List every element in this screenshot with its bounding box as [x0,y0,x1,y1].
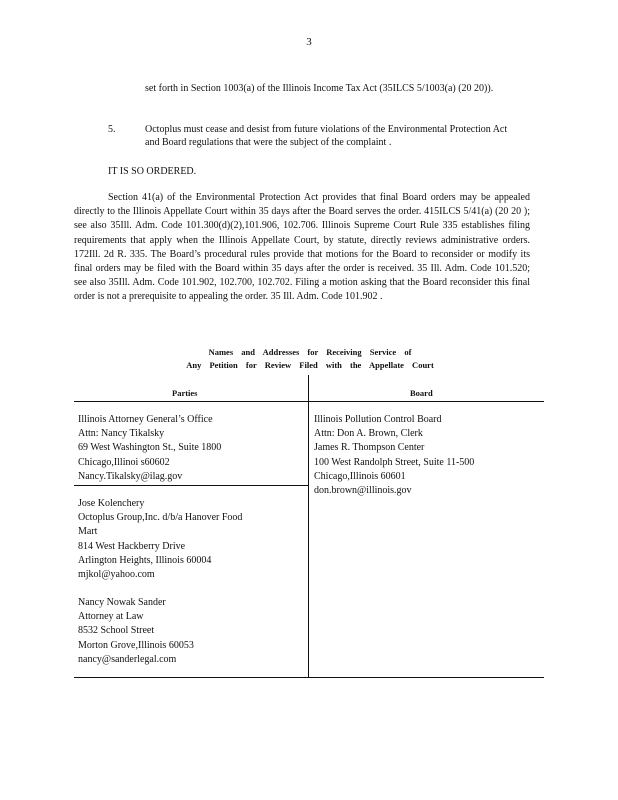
board-block [314,413,474,498]
party-line: Attn: Nancy Tikalsky [78,428,165,440]
party-line: Octoplus Group,Inc. d/b/a Hanover Food [78,512,243,524]
service-caption [120,346,500,371]
parties-header: Parties [172,388,198,398]
party-line: Chicago,Illinoi s60602 [78,456,170,468]
party-line: nancy@sanderlegal.com [78,653,177,665]
party-line: Jose Kolenchery [78,498,145,509]
board-line: James R. Thompson Center [314,442,425,454]
board-header: Board [410,388,433,398]
table-divider [308,375,309,678]
party-block [78,413,221,484]
party-block [78,596,194,667]
party-line: 69 West Washington St., Suite 1800 [78,442,222,454]
service-caption-line1: Names and Addresses for Receiving Service of [208,347,412,357]
party-block [78,497,242,582]
board-line: Chicago,Illinois 60601 [314,470,406,482]
party-divider [74,485,308,486]
table-bottom-rule [74,677,544,678]
item-5-text: Octoplus must cease and desist from future violations of the Environmental Protection Act and Board regulations that were the subject of the complaint . [145,124,508,149]
party-line: Morton Grove,Illinois 60053 [78,639,194,651]
party-line: Nancy.Tikalsky@ilag.gov [78,470,183,482]
service-caption-line2: Any Petition for Review Filed with the Appellate Court [186,359,434,370]
board-line: Illinois Pollution Control Board [314,414,442,425]
party-line: Mart [78,526,98,538]
party-line: Illinois Attorney General’s Office [78,414,213,425]
so-ordered: IT IS SO ORDERED. [108,166,197,177]
item-continuation: set forth in Section 1003(a) of the Illinois Income Tax Act (35ILCS 5/1003(a) (20 20)). [145,83,494,94]
board-line: Attn: Don A. Brown, Clerk [314,428,423,440]
board-line: don.brown@illinois.gov [314,485,412,497]
appeal-paragraph: Section 41(a) of the Environmental Protection Act provides that final Board orders may be appealed directly to the Illinois Appellate Court within 35 days after the Board serves the order. 415ILCS 5/41(a) (20 20 ); see also 35Ill. Adm. Code 101.300(d)(2),101.906, 102.706. Illinois Supreme Court Rule 335 establishes filing requirements that apply when the Illinois Appellate Court, by statute, directly reviews administrative orders. 172Ill. 2d R. 335. The Board’s procedural rules provide that motions for the Board to reconsider or modify its final orders may be filed with the Board within 35 days after the order is received. 35 Ill. Adm. Code 101.520; see also 35Ill. Adm. Code 101.902, 102.700, 102.702. Filing a motion asking that the Board reconsider this final order is not a prerequisite to appealing the order. 35 Ill. Adm. Code 101.902 . [74,192,530,303]
party-line: Attorney at Law [78,611,144,623]
board-line: 100 West Randolph Street, Suite 11-500 [314,456,475,468]
party-line: Nancy Nowak Sander [78,597,166,608]
party-line: 814 West Hackberry Drive [78,540,186,552]
page-number: 3 [306,36,312,48]
item-5-number: 5. [108,124,116,135]
party-line: Arlington Heights, Illinois 60004 [78,554,212,566]
party-line: 8532 School Street [78,625,155,637]
table-top-rule [74,401,544,402]
party-line: mjkol@yahoo.com [78,569,155,581]
